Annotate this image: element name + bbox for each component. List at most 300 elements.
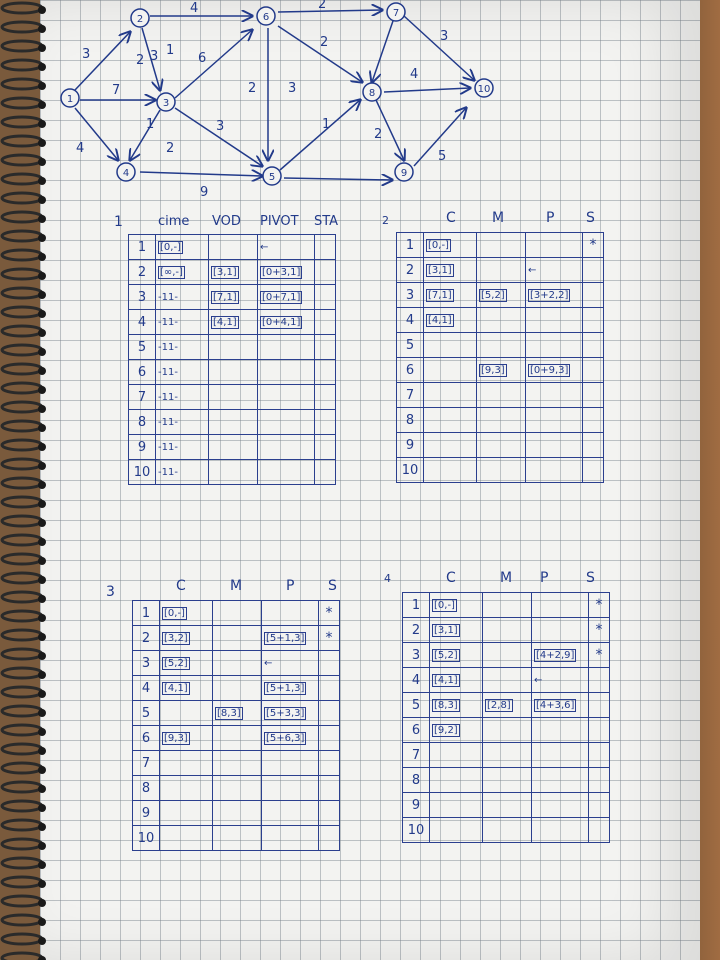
spiral-ring xyxy=(2,288,42,298)
spiral-ring xyxy=(2,554,42,564)
table-header-row xyxy=(446,570,595,586)
spiral-ring xyxy=(2,497,42,507)
col-header: M xyxy=(500,570,513,586)
cell-value: ← xyxy=(260,241,269,253)
node-label: 8 xyxy=(368,88,376,99)
table-cell xyxy=(583,358,604,383)
edge-weight: 5 xyxy=(438,149,447,164)
binding-hole xyxy=(38,899,46,907)
table-cell xyxy=(424,408,477,433)
edge-weight: 3 xyxy=(216,119,225,134)
col-header: S xyxy=(328,578,337,594)
dijkstra-table-4 xyxy=(402,592,610,843)
binding-hole xyxy=(38,633,46,641)
table-cell xyxy=(315,235,336,260)
col-header: P xyxy=(540,570,549,586)
col-header: M xyxy=(492,210,505,226)
table-cell xyxy=(424,308,477,333)
row-index xyxy=(397,308,424,333)
table-cell xyxy=(583,408,604,433)
table-cell xyxy=(532,618,589,643)
cell-value: 6 xyxy=(411,722,421,738)
cell-value: [9,3] xyxy=(164,732,188,744)
table-cell xyxy=(262,826,319,851)
edge-weight: 2 xyxy=(166,141,175,156)
table-row xyxy=(129,410,336,435)
table-row xyxy=(403,618,610,643)
table-cell xyxy=(526,408,583,433)
table-row xyxy=(129,310,336,335)
binding-hole xyxy=(38,424,46,432)
row-index xyxy=(403,618,430,643)
edge-weight: 1 xyxy=(166,43,175,58)
table-cell xyxy=(526,333,583,358)
dijkstra-table-1 xyxy=(128,234,336,485)
cell-value: ← xyxy=(528,264,537,276)
spiral-ring xyxy=(2,345,42,355)
binding-hole xyxy=(38,918,46,926)
binding-hole xyxy=(38,671,46,679)
spiral-ring xyxy=(2,459,42,469)
table-cell xyxy=(589,618,610,643)
table-cell xyxy=(262,601,319,626)
binding-hole xyxy=(38,272,46,280)
table-cell xyxy=(258,435,315,460)
cell-value: [3,2] xyxy=(164,632,188,644)
binding-hole xyxy=(38,443,46,451)
table-row xyxy=(403,593,610,618)
row-index xyxy=(129,310,156,335)
table-cell xyxy=(160,751,213,776)
table-cell xyxy=(156,385,209,410)
table-cell xyxy=(315,285,336,310)
table-cell xyxy=(424,283,477,308)
table-cell xyxy=(213,776,262,801)
binding-hole xyxy=(38,747,46,755)
table-cell xyxy=(532,793,589,818)
cell-value: [0,-] xyxy=(428,239,449,251)
table-cell xyxy=(262,626,319,651)
cell-value: * xyxy=(325,630,333,646)
cell-value: [4,1] xyxy=(213,316,237,328)
cell-value: [3,1] xyxy=(434,624,458,636)
table-cell xyxy=(424,333,477,358)
table-cell xyxy=(258,285,315,310)
cell-value: 8 xyxy=(137,414,147,430)
cell-value: [4+3,6] xyxy=(536,699,575,711)
table-cell xyxy=(156,410,209,435)
node-label: 3 xyxy=(162,98,170,109)
binding-hole xyxy=(38,709,46,717)
binding-hole xyxy=(38,652,46,660)
spiral-ring xyxy=(2,231,42,241)
table-cell xyxy=(209,410,258,435)
table-cell xyxy=(583,258,604,283)
cell-value: [4,1] xyxy=(164,682,188,694)
spiral-ring xyxy=(2,839,42,849)
table-cell xyxy=(430,818,483,843)
table-header-row xyxy=(446,210,595,226)
row-index xyxy=(133,676,160,701)
cell-value: [0+3,1] xyxy=(262,266,301,278)
cell-value: -11- xyxy=(158,291,178,303)
table-row xyxy=(129,385,336,410)
edge-weight: 7 xyxy=(112,83,121,98)
binding-hole xyxy=(38,481,46,489)
row-index xyxy=(397,433,424,458)
table-cell xyxy=(315,260,336,285)
cell-value: 2 xyxy=(405,262,415,278)
table-cell xyxy=(430,668,483,693)
table-cell xyxy=(583,233,604,258)
table-row xyxy=(403,693,610,718)
cell-value: [5+1,3] xyxy=(266,632,305,644)
table-cell xyxy=(526,358,583,383)
table-cell xyxy=(532,643,589,668)
spiral-ring xyxy=(2,649,42,659)
binding-hole xyxy=(38,576,46,584)
table-cell xyxy=(589,743,610,768)
binding-hole xyxy=(38,386,46,394)
dijkstra-table-2 xyxy=(396,232,604,483)
table-row xyxy=(133,826,340,851)
table-cell xyxy=(213,651,262,676)
table-cell xyxy=(160,801,213,826)
table-cell xyxy=(209,310,258,335)
table-row xyxy=(403,743,610,768)
cell-value: [4,1] xyxy=(434,674,458,686)
spiral-ring xyxy=(2,326,42,336)
table-cell xyxy=(319,751,340,776)
table-cell xyxy=(319,651,340,676)
table-row xyxy=(397,433,604,458)
table-cell xyxy=(532,693,589,718)
edge-weight: 9 xyxy=(200,185,209,200)
cell-value: 7 xyxy=(141,755,151,771)
table-row xyxy=(397,383,604,408)
table-cell xyxy=(483,693,532,718)
table-cell xyxy=(526,433,583,458)
col-header: P xyxy=(546,210,555,226)
table-cell xyxy=(209,260,258,285)
table-cell xyxy=(430,718,483,743)
table-cell xyxy=(213,826,262,851)
node-label: 6 xyxy=(262,12,270,23)
binding-hole xyxy=(38,880,46,888)
edge-weight: 1 xyxy=(322,117,331,132)
spiral-ring xyxy=(2,725,42,735)
binding-hole xyxy=(38,823,46,831)
row-index xyxy=(133,801,160,826)
row-index xyxy=(397,258,424,283)
binding-hole xyxy=(38,329,46,337)
cell-value: -11- xyxy=(158,466,178,478)
row-index xyxy=(133,701,160,726)
spiral-ring xyxy=(2,744,42,754)
table-cell xyxy=(213,726,262,751)
cell-value: 5 xyxy=(141,705,151,721)
row-index xyxy=(403,793,430,818)
table-cell xyxy=(477,283,526,308)
cell-value: [2,8] xyxy=(487,699,511,711)
table-cell xyxy=(213,801,262,826)
edge xyxy=(175,108,262,166)
spiral-ring xyxy=(2,801,42,811)
table-cell xyxy=(209,235,258,260)
table-cell xyxy=(213,626,262,651)
cell-value: [0,-] xyxy=(160,241,181,253)
edge-weight: 6 xyxy=(198,51,207,66)
node-label: 4 xyxy=(122,168,130,179)
table-cell xyxy=(583,383,604,408)
spiral-ring xyxy=(2,896,42,906)
table-cell xyxy=(160,826,213,851)
spiral-ring xyxy=(2,877,42,887)
table-row xyxy=(133,701,340,726)
table-cell xyxy=(589,768,610,793)
table-row xyxy=(397,258,604,283)
row-index xyxy=(129,235,156,260)
cell-value: 9 xyxy=(405,437,415,453)
table-cell xyxy=(160,601,213,626)
table-cell xyxy=(262,751,319,776)
col-header: cime xyxy=(158,214,190,229)
edge-weight: 2 xyxy=(320,35,329,50)
table-cell xyxy=(483,793,532,818)
cell-value: 9 xyxy=(141,805,151,821)
binding-hole xyxy=(38,519,46,527)
row-index xyxy=(397,458,424,483)
table-cell xyxy=(477,333,526,358)
row-index xyxy=(403,818,430,843)
table-cell xyxy=(156,460,209,485)
edge-weight: 2 xyxy=(248,81,257,96)
table-cell xyxy=(209,460,258,485)
cell-value: 3 xyxy=(411,647,421,663)
cell-value: 2 xyxy=(411,622,421,638)
table-cell xyxy=(526,233,583,258)
cell-value: 6 xyxy=(141,730,151,746)
table-row xyxy=(397,333,604,358)
table-row xyxy=(129,235,336,260)
table-row xyxy=(397,233,604,258)
cell-value: 2 xyxy=(141,630,151,646)
node-label: 2 xyxy=(136,14,144,25)
binding-hole xyxy=(38,405,46,413)
edge xyxy=(372,18,394,82)
table-header-row xyxy=(176,578,337,594)
binding-hole xyxy=(38,234,46,242)
cell-value: 10 xyxy=(137,830,155,846)
binding-hole xyxy=(38,785,46,793)
table-cell xyxy=(160,676,213,701)
row-index xyxy=(403,643,430,668)
spiral-ring xyxy=(2,212,42,222)
col-header: C xyxy=(446,570,456,586)
cell-value: [5,2] xyxy=(434,649,458,661)
edge-weight: 3 xyxy=(150,49,159,64)
table-row xyxy=(129,260,336,285)
table-cell xyxy=(430,743,483,768)
table-cell xyxy=(483,643,532,668)
cell-value: 8 xyxy=(411,772,421,788)
table-row xyxy=(133,801,340,826)
table-cell xyxy=(430,618,483,643)
table-cell xyxy=(532,743,589,768)
cell-value: 8 xyxy=(405,412,415,428)
spiral-ring xyxy=(2,421,42,431)
row-index xyxy=(133,601,160,626)
cell-value: 10 xyxy=(401,462,419,478)
cell-value: -11- xyxy=(158,316,178,328)
cell-value: * xyxy=(595,647,603,663)
table-cell xyxy=(430,643,483,668)
cell-value: -11- xyxy=(158,341,178,353)
row-index xyxy=(133,626,160,651)
spiral-ring xyxy=(2,820,42,830)
cell-value: [3,1] xyxy=(213,266,237,278)
table-header-row xyxy=(158,214,338,229)
edge xyxy=(384,88,470,92)
cell-value: [0,-] xyxy=(434,599,455,611)
cell-value: 1 xyxy=(405,237,415,253)
table-row xyxy=(133,776,340,801)
cell-value: [8,3] xyxy=(217,707,241,719)
table-row xyxy=(129,360,336,385)
edge xyxy=(280,100,360,170)
edge xyxy=(278,10,382,12)
table-cell xyxy=(315,385,336,410)
table-cell xyxy=(213,676,262,701)
table-cell xyxy=(583,458,604,483)
table-cell xyxy=(209,385,258,410)
row-index xyxy=(129,360,156,385)
table-cell xyxy=(213,701,262,726)
table-row xyxy=(133,626,340,651)
table-row xyxy=(403,793,610,818)
table-cell xyxy=(262,701,319,726)
table-cell xyxy=(477,433,526,458)
table-cell xyxy=(532,668,589,693)
row-index xyxy=(129,460,156,485)
table-row xyxy=(133,751,340,776)
cell-value: -11- xyxy=(158,391,178,403)
cell-value: [∞,-] xyxy=(160,266,183,278)
table-row xyxy=(129,285,336,310)
table-cell xyxy=(160,726,213,751)
edge xyxy=(140,172,262,176)
table-cell xyxy=(319,676,340,701)
spiral-ring xyxy=(2,573,42,583)
binding-hole xyxy=(38,766,46,774)
table-cell xyxy=(532,818,589,843)
table-cell xyxy=(589,818,610,843)
cell-value: [8,3] xyxy=(434,699,458,711)
table-cell xyxy=(319,601,340,626)
cell-value: 5 xyxy=(137,339,147,355)
table-cell xyxy=(160,651,213,676)
table-cell xyxy=(583,283,604,308)
node-label: 1 xyxy=(66,94,74,105)
table-cell xyxy=(477,308,526,333)
spiral-ring xyxy=(2,535,42,545)
table-cell xyxy=(319,701,340,726)
cell-value: 5 xyxy=(411,697,421,713)
table-row xyxy=(403,768,610,793)
spiral-ring xyxy=(2,934,42,944)
cell-value: 9 xyxy=(137,439,147,455)
table-cell xyxy=(526,458,583,483)
table-cell xyxy=(532,593,589,618)
table-cell xyxy=(424,433,477,458)
row-index xyxy=(129,435,156,460)
table-cell xyxy=(315,310,336,335)
spiral-ring xyxy=(2,402,42,412)
table-cell xyxy=(262,801,319,826)
cell-value: ← xyxy=(264,657,273,669)
table-cell xyxy=(583,308,604,333)
table-row xyxy=(133,651,340,676)
table-cell xyxy=(424,258,477,283)
spiral-ring xyxy=(2,307,42,317)
cell-value: 10 xyxy=(133,464,151,480)
table-cell xyxy=(258,460,315,485)
table-cell xyxy=(483,668,532,693)
cell-value: [0+7,1] xyxy=(262,291,301,303)
table-cell xyxy=(483,593,532,618)
row-index xyxy=(133,726,160,751)
cell-value: ← xyxy=(534,674,543,686)
cell-value: 4 xyxy=(405,312,415,328)
row-index xyxy=(129,285,156,310)
col-header: C xyxy=(176,578,186,594)
spiral-ring xyxy=(2,858,42,868)
row-index xyxy=(397,333,424,358)
spiral-ring xyxy=(2,250,42,260)
table-row xyxy=(129,335,336,360)
cell-value: 7 xyxy=(411,747,421,763)
col-header: C xyxy=(446,210,456,226)
binding-hole xyxy=(38,728,46,736)
table-cell xyxy=(160,776,213,801)
binding-hole xyxy=(38,500,46,508)
table-cell xyxy=(262,676,319,701)
cell-value: 6 xyxy=(137,364,147,380)
cell-value: [0+9,3] xyxy=(530,364,569,376)
cell-value: [4,1] xyxy=(428,314,452,326)
binding-hole xyxy=(38,557,46,565)
row-index xyxy=(397,233,424,258)
table-row xyxy=(403,718,610,743)
row-index xyxy=(397,283,424,308)
table-cell xyxy=(589,793,610,818)
table-cell xyxy=(209,285,258,310)
row-index xyxy=(403,743,430,768)
spiral-ring xyxy=(2,668,42,678)
row-index xyxy=(133,651,160,676)
cell-value: [3,1] xyxy=(428,264,452,276)
cell-value: * xyxy=(589,237,597,253)
cell-value: [5+3,3] xyxy=(266,707,305,719)
table-cell xyxy=(209,360,258,385)
table-cell xyxy=(319,726,340,751)
table-number: 3 xyxy=(106,584,115,600)
cell-value: 1 xyxy=(141,605,151,621)
table-row xyxy=(133,726,340,751)
binding-hole xyxy=(38,291,46,299)
binding-hole xyxy=(38,253,46,261)
cell-value: 1 xyxy=(137,239,147,255)
